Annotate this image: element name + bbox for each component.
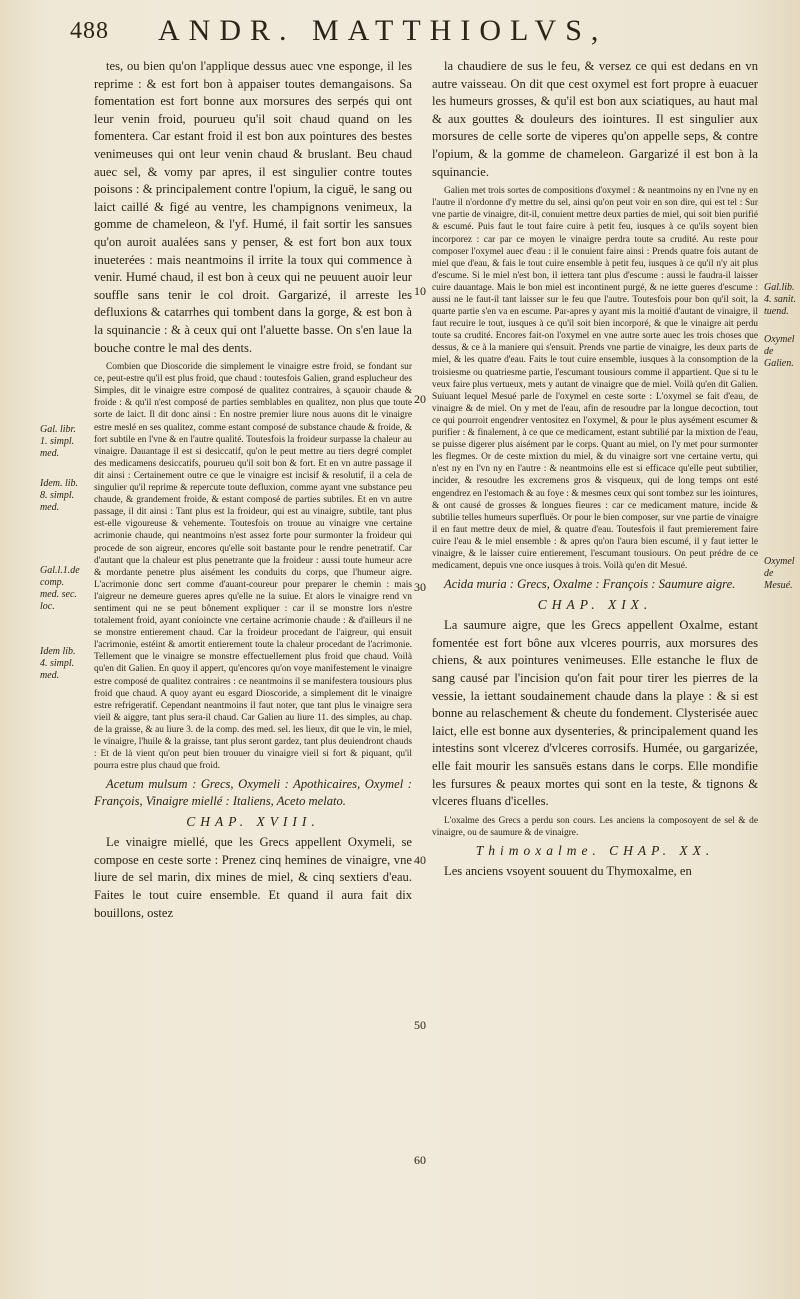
right-column — [432, 58, 758, 884]
page-number: 488 — [70, 18, 109, 44]
line-number: 30 — [414, 580, 426, 594]
chapter-heading: Thimoxalme. CHAP. XX. — [475, 842, 715, 858]
margin-note: Gal.lib. 4. sanit. tuend. — [764, 282, 796, 317]
margin-note: Gal. libr. 1. simpl. med. — [40, 424, 76, 459]
paragraph: Le vinaigre miellé, que les Grecs appellent Oxymeli, se compose en ceste sorte : Prenez cinq hemines de vinaigre, vne liure de sel marin, dix mines de miel, & cinq sextiers d'eau. Faites le tout cuire ensemble. Et quand il aura fait dix bouillons, ostez — [94, 835, 412, 920]
line-number: 20 — [414, 392, 426, 406]
commentary-paragraph: Combien que Dioscoride die simplement le vinaigre estre froid, se fondant sur ce, peut-estre qu'il est plus froid, que chaud : toutesfois Galien, grand esplucheur des Simples, dit le vinaigre estre composé de qualitez contraires, à sçauoir chaude & froide : & qu'il n'est composé de parties semblables en qualitez, non plus que toute sorte de laict. Il dit donc ainsi : En nostre premier liure nous auons dit le vinaigre estre meslé en ses qualitez, comme estant composé de substance chaude & froide, & fort subtile en l'vne & en l'autre qualité. Toutesfois la froideur surpasse la chaleur au vinaigre. Dauantage il est si desiccatif, qu'on le peut mettre au tiers degré complet des medicamens desiccatifs, pourueu qu'il soit bon & fort. Et en vn autre passage il dit ainsi : Certainement outre ce que le vinaigre est incisif & resolutif, il a cela de singulier qu'il reprime & repercute toute defluxion, comme ayant vne substance peu chaude, & grandement froide, & estant composé de parties subtiles. Et en vn autre passage, il dit ainsi : Tant plus est la froideur, qui est au vinaigre, subtile, tant plus est-elle vigoureuse & vehemente. Toutesfois on trouue au vinaigre vne certaine acrimonie chaude, qui neantmoins n'est assez forte pour surmonter la froideur qui procede de son aigreur, encores qu'elle soit bastante pour le rendre penetratif. Car d'autant que la chaleur est plus penetrante que la froideur : aussi toute humeur acre & mordante penetre plus aisément les conduits du corps, que l'humeur aigre. L'acrimonie donc sert comme d'auant-coureur pour preparer le chemin : mais l'aigreur ne demeure gueres apres qu'elle ne la suiue. Et alors le vinaigre rend vn sentiment qui ne se peut bônement expliquer : car il se monstre lors n'estre totalement froid, ayant conioincte vne certaine acrimonie chaude : & d'ailleurs il ne se monstre entierement chaud. Car la froideur procedant de l'aigreur, qui ensuit l'acrimonie, estéint & amortit entierement toute la chaleur procedant de l'acrimonie. Tellement que le vinaigre se monstre effectuellement plus froid que chaud. Voilà qu'en dit Galien. En quoy il appert, qu'encores qu'on voye manifestement le vinaigre estre composé de qualitez contraires : ce neantmoins il se manifestera tousiours plus froid que chaud. A quoy ayant eu esgard Dioscoride, a simplement dit le vinaigre estre refrigeratif. Cependant neantmoins il faut noter, que tant plus le vinaigre sera vieil & aiggre, tant plus sera-il chaud. Car Galien au liure 11. des simples, au chap. de la graisse, & au liure 3. de la comp. des med. sel. les lieux, dit que le vin, le miel, le vinaigre, l'huile & la graisse, tant plus seront gardez, tant plus deuiendront chauds : Et de là vient qu'on peut bien trouuer du vinaigre vieil si fort & piquant, qu'il pourra estre plus chaud que froid. — [94, 362, 412, 772]
line-number: 10 — [414, 284, 426, 298]
commentary-paragraph: L'oxalme des Grecs a perdu son cours. Les anciens la composoyent de sel & de vinaigre, ou de saumure & de vinaigre. — [432, 815, 758, 838]
paragraph: Les anciens vsoyent souuent du Thymoxalme, en — [444, 863, 692, 878]
paragraph: tes, ou bien qu'on l'applique dessus auec vne esponge, il les reprime : & est fort bon à appaiser toutes demangaisons. Sa fomentation est fort bonne aux morsures des serpés qui ont leur venin froid, pourueu qu'il soit chaud quand on les fomentera. Car estant froid il est bon aux pointures des bestes venimeuses qui ont leur venin chaud & bruslant. Beu chaud auec sel, & vomy par apres, il est singulier contre toutes poisons : & principalement contre l'opium, la ciguë, le sang ou laict caillé & figé au ventre, les champignons venimeux, la gomme de chameleon, & l'yf. Humé, il fait sortir les sansues qu'on auroit aualées sans y penser, & est fort bon aux toux inueterées : mais neantmoins il irrite la toux qui commence à venir. Humé chaud, il est bon à ceux qui ne peuuent auoir leur souffle sans tenir le col droit. Gargarizé, il arreste les defluxions & catarrhes qui tombent dans la gorge, & est bon à la squinancie : & à ceux qui ont l'aluette basse. On s'en laue la bouche contre le mal des dents. — [94, 59, 412, 355]
page-header — [70, 14, 770, 60]
margin-note: Gal.l.1.de comp. med. sec. loc. — [40, 565, 80, 612]
left-column — [94, 58, 412, 926]
paragraph: La saumure aigre, que les Grecs appellent Oxalme, estant fomentée est fort bône aux vlceres pourris, aux morsures des chiens, & aux pointures venimeuses. Elle estanche le flux de sang causé par l'incision qu'on fait pour tirer les pierres de la vessie, la iettant soudainement chaude dans la playe : & si est bonne au relaschement & cheute du fondement. Clysterisée auec laict, elle est bonne aux dysenteries, & principalement quand les intestins sont vlcerez d'vlceres corrosifs. Humée, ou gargarizée, elle fait mourir les sansuës estans dans le corps. Elle mondifie les fursures & peaux mortes qui sont en la teste, & tignons & vlceres fluans d'icelles. — [432, 618, 758, 809]
commentary-paragraph: Galien met trois sortes de compositions d'oxymel : & neantmoins ny en l'vne ny en l'autre il n'ordonne d'y mettre du sel, ainsi qu'on peut voir en son dire, qui est tel : Sur vne partie de vinaigre, dit-il, conuient mettre deux parties de miel, qui soit bien purifié & escumé. Puis faut le tout faire cuire à petit feu, iusques à ce qu'ils soyent bien incorporez : car par ce moyen le vinaigre perdra toute sa crudité. Au reste pour composer l'oxymel auec d'eau : il le conuient faire ainsi : Prends quatre fois autant de miel que d'eau, & fais le tout cuire ensemble à petit feu, iusques à ce qu'il n'y ait plus d'escume. Si le miel n'est bon, il iettera tant plus d'escume : aussi le faudra-il laisser cuire dauantage. Mais le bon miel est incontinent purgé, & ne iette gueres d'escume : aussi ne le faut-il tant laisser sur le feu que l'autre. Toutesfois pour bon qu'il soit, la quarte partie s'en va en escume. Par-apres y ayant mis la moitié d'autant de vinaigre, il faut recuire le tout, iusques à ce qu'il soit bien incorporé, & que le vinaigre ait perdu toute sa crudité. Encores fait-on l'oxymel en vne autre sorte auec les trois choses que dessus, & ce à la maniere qui s'ensuit. Prends vne partie de vinaigre, les deux parts de miel, & les quatre d'eau. Faits le tout cuire ensemble, iusques à la consomption de la troisiesme ou quatriesme partie, l'escumant tousiours comme il appartient. Que si tu le veux faire plus vertueux, mets y autant de vinaigre que de miel. Voilà qu'en dit Galien. Suiuant lequel Mesué parle de l'oxymel en ceste sorte : L'oxymel se fait d'eau, de vinaigre & de miel. On y met de l'eau, afin de resoudre par la longue decoction, tout ce qui pourroit engendrer ventositez en l'oxymel, & pour le plus aysément escumer & purifier : & finalement, à ce que ce medicament, estant subtilié par la mixtion de l'eau, se puisse digerer plus aisément par le corps. Quant au miel, on l'y met pour surmonter les flegmes. Or de ceste mixtion du miel, & du vinaigre sort vne certaine vertu, qui n'est ny en l'vn ny en l'autre : & neantmoins elle est si efficace qu'elle peut subtilier, incider, & resoudre les excremens gros & visqueux, qui de long temps ont esté engendrez en l'estomach & au foye : & mesmes ceux qui sont tombez sur les iointures, & ont causé de grosses & longues fieures : car ce medicament mature, incide & subtilie telles humeurs superfluës. Or pour le bien composer, sur vne partie de vinaigre il en faut mettre deux de miel, & quatre d'eau. Toutesfois il faut premierement faire cuire l'eau & le miel ensemble : & apres qu'on l'aura bien escumé, il y faut ietter le vinaigre, & le laisser cuire entierement, l'escumant tousiours. On peut prédre de ce medicament, depuis vne once iusques à trois. Voilà qu'en dit Mesué. — [432, 186, 758, 572]
paragraph: la chaudiere de sus le feu, & versez ce qui est dedans en vn autre vaisseau. On dit que cest oxymel est fort propre à euacuer les humeurs grosses, & qu'il est bon aux sciatiques, au haut mal & aux gouttes & douleurs des iointures. Il est singulier aux morsures de celle sorte de viperes qu'on appelle seps, & contre l'opium, & la gomme de chameleon. Gargarizé il est bon à la squinancie. — [432, 59, 758, 179]
margin-note: Oxymel de Galien. — [764, 334, 795, 369]
synonyms-line: Acida muria : Grecs, Oxalme : François : Saumure aigre. — [444, 577, 736, 592]
synonyms-line: Acetum mulsum : Grecs, Oxymeli : Apothicaires, Oxymel : François, Vinaigre miellé : Italiens, Aceto melato. — [94, 777, 412, 809]
margin-note: Idem. lib. 8. simpl. med. — [40, 478, 79, 513]
line-number: 60 — [414, 1153, 426, 1167]
chapter-heading: CHAP. XIX. — [537, 597, 653, 613]
line-number: 50 — [414, 1018, 426, 1032]
line-number: 40 — [414, 853, 426, 867]
chapter-heading: CHAP. XVIII. — [186, 814, 320, 830]
margin-note: Oxymel de Mesué. — [764, 556, 795, 591]
margin-note: Idem lib. 4. simpl. med. — [40, 646, 76, 681]
running-head: ANDR. MATTHIOLVS, — [158, 14, 608, 47]
